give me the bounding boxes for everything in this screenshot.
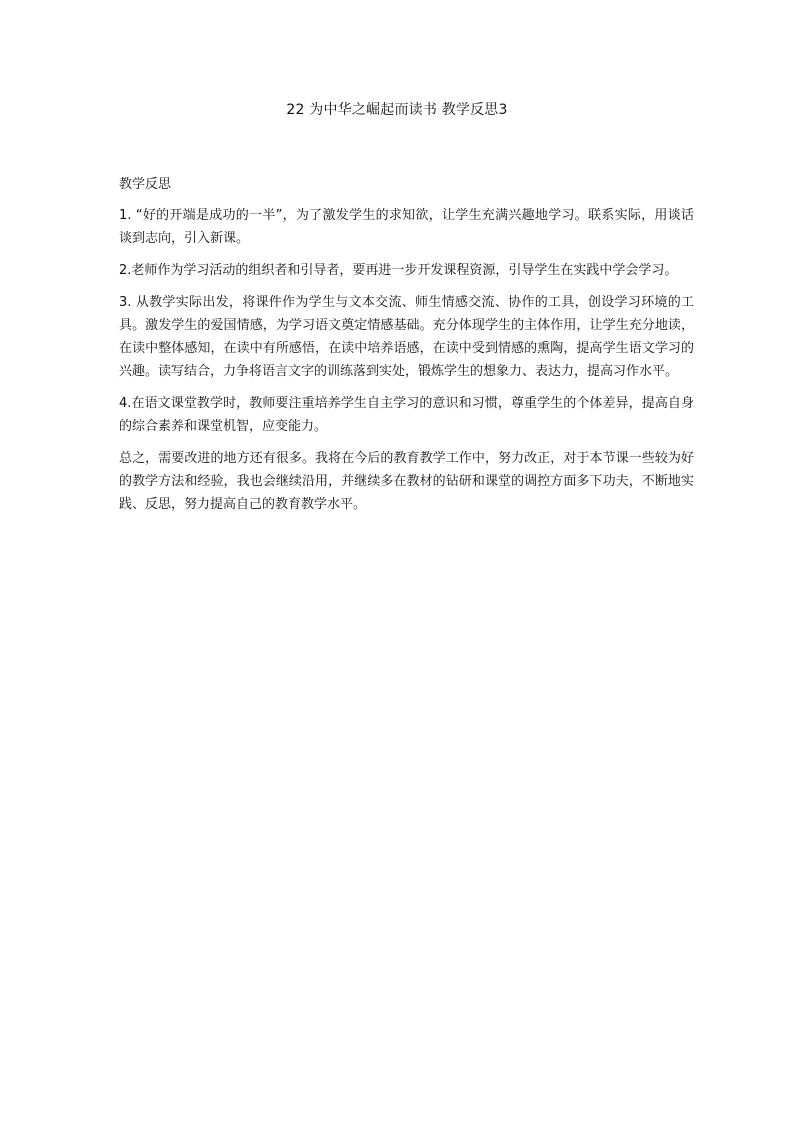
page-title: 22 为中华之崛起而读书 教学反思3 bbox=[286, 102, 508, 118]
paragraph-2: 2.老师作为学习活动的组织者和引导者，要再进一步开发课程资源，引导学生在实践中学会学习。 bbox=[119, 263, 678, 278]
section-heading: 教学反思 bbox=[119, 177, 172, 192]
paragraph-4: 4.在语文课堂教学时，教师要注重培养学生自主学习的意识和习惯，尊重学生的个体差异，提高自身的综合素养和课堂机智，应变能力。 bbox=[119, 396, 694, 434]
document-body bbox=[119, 176, 694, 525]
paragraph-conclusion: 总之，需要改进的地方还有很多。我将在今后的教育教学工作中，努力改正，对于本节课一些较为好的教学方法和经验，我也会继续沿用，并继续多在教材的钻研和课堂的调控方面多下功夫，不断地实践、反思，努力提高自己的教育教学水平。 bbox=[119, 451, 694, 512]
paragraph-1: 1. “好的开端是成功的一半”，为了激发学生的求知欲，让学生充满兴趣地学习。联系实际，用谈话谈到志向，引入新课。 bbox=[119, 208, 694, 246]
paragraph-3: 3. 从教学实际出发，将课件作为学生与文本交流、师生情感交流、协作的工具，创设学习环境的工具。激发学生的爱国情感，为学习语文奠定情感基础。充分体现学生的主体作用，让学生充分地读，在读中整体感知，在读中有所感悟，在读中培养语感，在读中受到情感的熏陶，提高学生语文学习的兴趣。读写结合，力争将语言文字的训练落到实处，锻炼学生的想象力、表达力，提高习作水平。 bbox=[119, 295, 694, 379]
